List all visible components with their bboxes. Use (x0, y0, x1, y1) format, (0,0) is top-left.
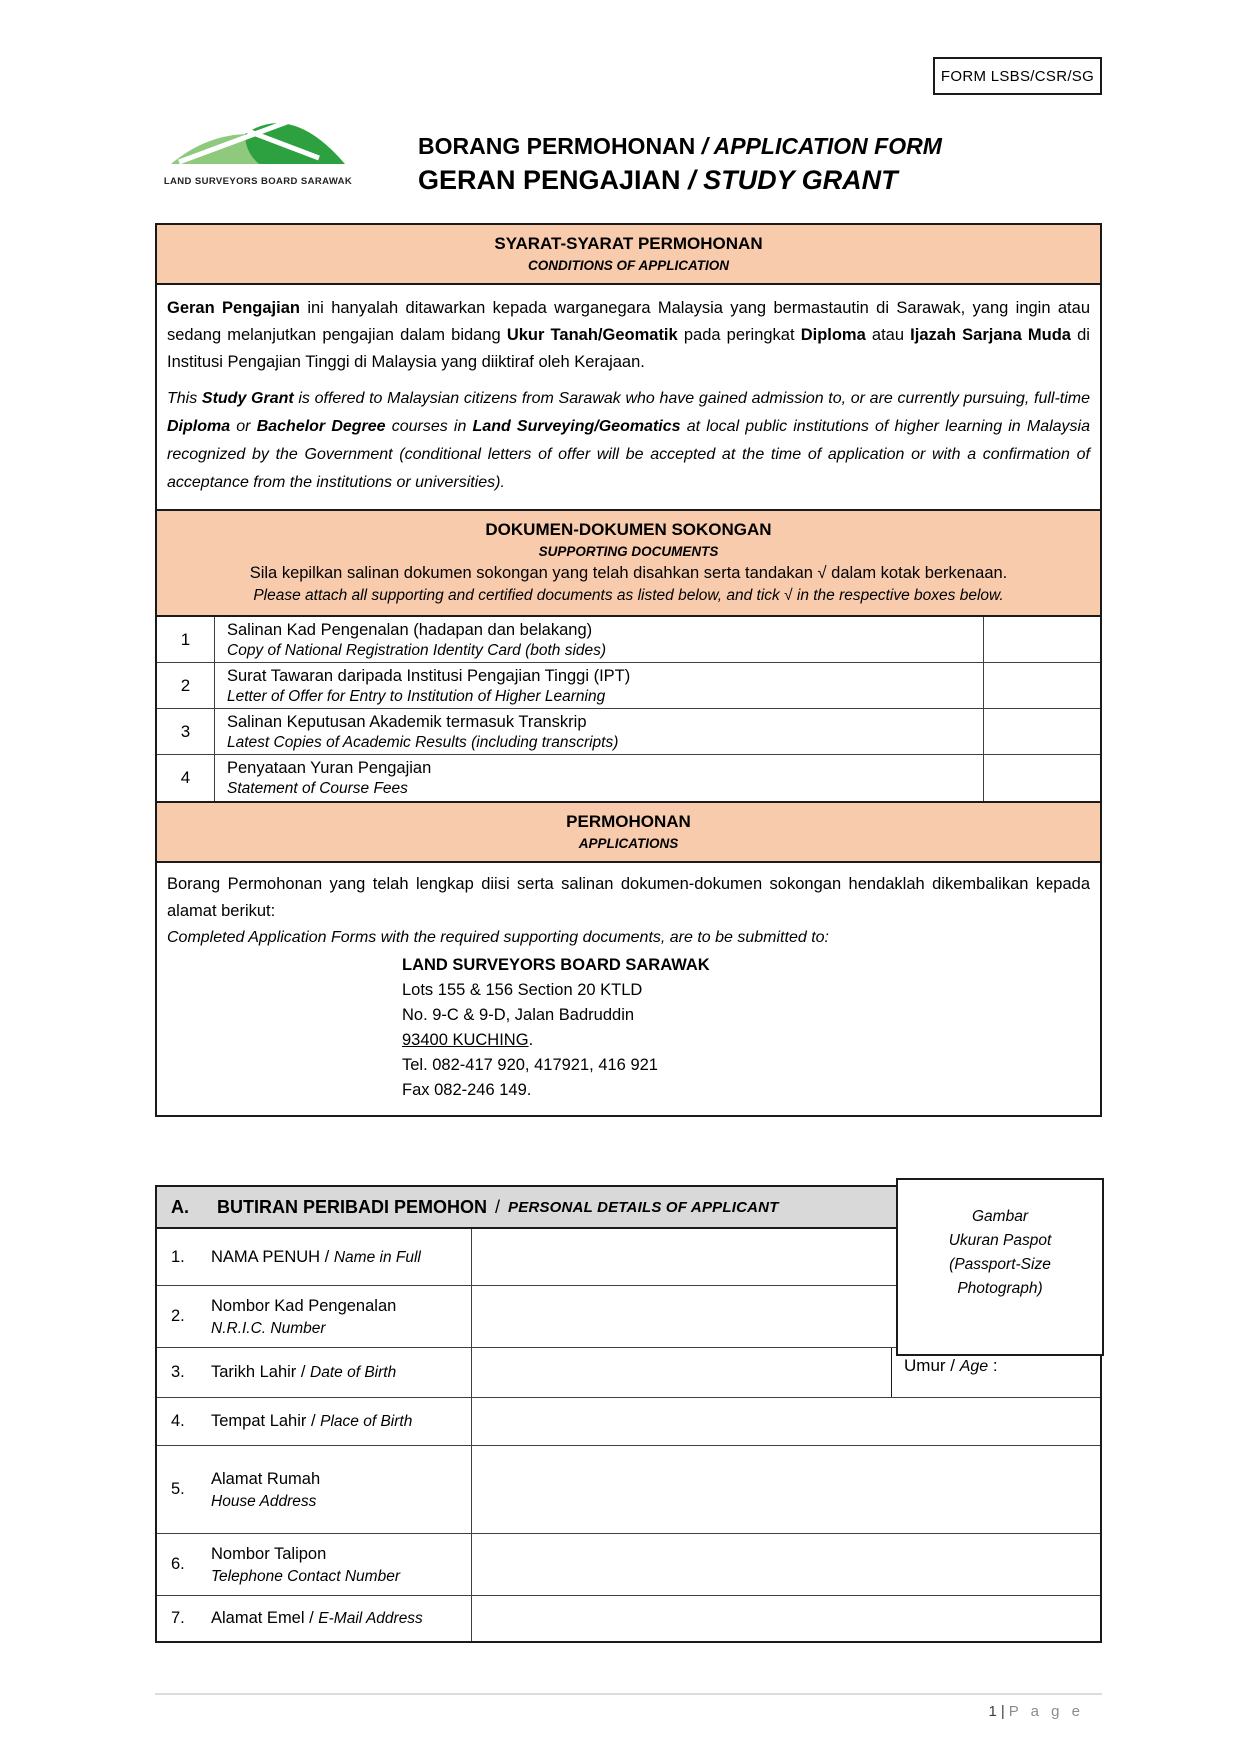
address-fax: Fax 082-246 149. (402, 1081, 532, 1099)
field-label (157, 1348, 472, 1397)
field-row-nombor-talipon (157, 1533, 1100, 1595)
section-a-label: A. (171, 1196, 189, 1217)
field-label-text (211, 1606, 423, 1631)
page-footer (155, 1693, 1102, 1720)
field-label-malay: Tempat Lahir / Place of Birth (211, 1412, 413, 1430)
title1-malay: BORANG PERMOHONAN (418, 133, 696, 159)
field-label-english: Name in Full (333, 1248, 421, 1266)
field-label-english: Date of Birth (310, 1364, 397, 1381)
field-label-text (211, 1467, 320, 1513)
footer-divider (155, 1693, 1102, 1695)
form-titles (418, 130, 942, 198)
doc-description-malay: Surat Tawaran daripada Institusi Pengajian Tinggi (IPT) (227, 666, 631, 685)
field-label-text (211, 1245, 421, 1270)
supporting-doc-row (157, 663, 1100, 709)
field-number: 1. (171, 1247, 185, 1266)
doc-description (215, 617, 983, 662)
field-number: 2. (171, 1307, 185, 1325)
applications-title: PERMOHONAN (566, 812, 691, 831)
supporting-docs-title: DOKUMEN-DOKUMEN SOKONGAN (485, 520, 772, 539)
title2-malay: GERAN PENGAJIAN (418, 165, 681, 195)
page-number-separator: | (1000, 1703, 1005, 1720)
field-row-tempat-lahir (157, 1397, 1100, 1445)
section-a-title-english: PERSONAL DETAILS OF APPLICANT (508, 1198, 779, 1216)
address-line2: No. 9-C & 9-D, Jalan Badruddin (402, 1006, 635, 1024)
doc-description-english: Letter of Offer for Entry to Institution of Higher Learning (227, 687, 606, 705)
photo-box-text-line: Ukuran Paspot (948, 1232, 1052, 1249)
doc-tick-box[interactable] (983, 755, 1100, 801)
field-label-text (211, 1360, 396, 1385)
supporting-doc-row (157, 617, 1100, 663)
doc-description (215, 755, 983, 801)
conditions-subtitle: CONDITIONS OF APPLICATION (528, 258, 729, 273)
doc-number: 1 (157, 617, 215, 662)
supporting-docs-subtitle: SUPPORTING DOCUMENTS (538, 544, 719, 559)
supporting-doc-row (157, 709, 1100, 755)
doc-description-malay: Salinan Keputusan Akademik termasuk Transkrip (227, 712, 587, 731)
address-telephone: Tel. 082-417 920, 417921, 416 921 (402, 1056, 658, 1074)
field-input-cell[interactable] (472, 1446, 1100, 1533)
main-info-table (155, 223, 1102, 1117)
supporting-docs-header (157, 509, 1100, 617)
address-city (402, 1028, 1090, 1053)
field-number: 7. (171, 1609, 185, 1627)
doc-description-english: Statement of Course Fees (227, 780, 408, 797)
field-number: 6. (171, 1555, 185, 1573)
supporting-docs-instruction-english: Please attach all supporting and certified documents as listed below, and tick √ in the respective boxes below. (253, 587, 1004, 604)
doc-description (215, 663, 983, 708)
field-number: 4. (171, 1412, 185, 1430)
address-org-name: LAND SURVEYORS BOARD SARAWAK (402, 956, 710, 974)
address-city-suffix: . (528, 1031, 534, 1049)
conditions-body (157, 285, 1100, 509)
field-label (157, 1446, 472, 1533)
page-number-value: 1 (988, 1703, 997, 1720)
form-code-text: FORM LSBS/CSR/SG (940, 67, 1095, 85)
age-label-malay: Umur / (904, 1356, 960, 1375)
applications-subtitle: APPLICATIONS (578, 836, 679, 851)
age-label-english: Age (959, 1358, 989, 1375)
field-label-malay: NAMA PENUH / Name in Full (211, 1247, 421, 1266)
doc-number: 3 (157, 709, 215, 754)
document-page (155, 0, 1102, 1754)
section-a-separator: / (495, 1196, 501, 1217)
applications-paragraph-english: Completed Application Forms with the required supporting documents, are to be submitted to: (167, 929, 829, 946)
conditions-paragraph-malay: Geran Pengajian ini hanyalah ditawarkan kepada warganegara Malaysia yang bermastautin di Sarawak, yang ingin atau sedang melanjutkan pengajian dalam bidang Ukur Tanah/Geomatik pada peringkat Diploma atau Ijazah Sarjana Muda di Institusi Pengajian Tinggi di Malaysia yang diiktiraf oleh Kerajaan. (167, 299, 1090, 371)
field-label-text (211, 1542, 400, 1588)
field-label-english: House Address (211, 1492, 317, 1510)
doc-number: 2 (157, 663, 215, 708)
field-label-text (211, 1294, 396, 1340)
applications-section-header (157, 801, 1100, 863)
field-label-english: Telephone Contact Number (211, 1567, 400, 1585)
field-input-cell[interactable] (472, 1596, 1100, 1641)
doc-description-malay: Penyataan Yuran Pengajian (227, 759, 432, 777)
photo-box-text-line: Gambar (972, 1208, 1028, 1225)
doc-description-malay: Salinan Kad Pengenalan (hadapan dan belakang) (227, 620, 593, 639)
field-label-text (211, 1409, 412, 1434)
field-input-cell[interactable] (472, 1534, 1100, 1595)
field-label-malay: Alamat Rumah (211, 1469, 321, 1488)
photo-box-text-line: (Passport-Size (949, 1256, 1051, 1273)
form-title-line2 (418, 162, 942, 198)
field-row-alamat-emel (157, 1595, 1100, 1641)
field-label-english: N.R.I.C. Number (211, 1319, 326, 1337)
doc-tick-box[interactable] (983, 617, 1100, 662)
age-label-colon: : (988, 1356, 998, 1375)
field-label-malay: Nombor Kad Pengenalan (211, 1296, 397, 1315)
address-line1: Lots 155 & 156 Section 20 KTLD (402, 981, 643, 999)
doc-description (215, 709, 983, 754)
doc-description-english: Copy of National Registration Identity Card (both sides) (227, 641, 607, 659)
logo-text: LAND SURVEYORS BOARD SARAWAK (163, 176, 353, 187)
supporting-doc-row (157, 755, 1100, 801)
page-number (155, 1703, 1102, 1720)
field-label (157, 1596, 472, 1641)
lsbs-logo (163, 112, 353, 187)
field-input-cell[interactable] (472, 1348, 891, 1397)
doc-tick-box[interactable] (983, 709, 1100, 754)
field-label-malay: Alamat Emel / E-Mail Address (211, 1609, 423, 1627)
field-label (157, 1398, 472, 1445)
field-label (157, 1534, 472, 1595)
section-a-title-malay: BUTIRAN PERIBADI PEMOHON (217, 1196, 488, 1217)
section-a (155, 1185, 1102, 1643)
photo-box-text-line: Photograph) (957, 1280, 1043, 1297)
field-label (157, 1229, 472, 1285)
title1-english: / APPLICATION FORM (701, 133, 942, 159)
form-code-box (933, 57, 1102, 95)
field-input-cell[interactable] (472, 1398, 1100, 1445)
doc-description-english: Latest Copies of Academic Results (including transcripts) (227, 733, 619, 751)
conditions-title: SYARAT-SYARAT PERMOHONAN (494, 234, 763, 253)
applications-body (157, 863, 1100, 1115)
conditions-section-header (157, 225, 1100, 285)
field-row-alamat-rumah (157, 1445, 1100, 1533)
document-header (163, 112, 942, 198)
form-title-line1 (418, 130, 942, 162)
supporting-docs-instruction-malay: Sila kepilkan salinan dokumen sokongan yang telah disahkan serta tandakan √ dalam kotak berkenaan. (249, 564, 1008, 582)
supporting-docs-table (157, 617, 1100, 801)
field-label-english: Place of Birth (320, 1413, 413, 1430)
doc-tick-box[interactable] (983, 663, 1100, 708)
field-number: 5. (171, 1480, 185, 1498)
doc-number: 4 (157, 755, 215, 801)
field-label-english: E-Mail Address (318, 1610, 423, 1627)
submission-address (402, 953, 1090, 1103)
field-number: 3. (171, 1363, 185, 1381)
field-label-malay: Tarikh Lahir / Date of Birth (211, 1363, 397, 1381)
lsbs-logo-graphic (167, 112, 349, 174)
photo-box (896, 1178, 1104, 1356)
address-city-underlined: 93400 KUCHING (402, 1031, 529, 1049)
field-label (157, 1286, 472, 1347)
conditions-paragraph-english: This Study Grant is offered to Malaysian citizens from Sarawak who have gained admission to, or are currently pursuing, full-time Diploma or Bachelor Degree courses in Land Surveying/Geomatics at local public institutions of higher learning in Malaysia recognized by the Government (conditional letters of offer will be accepted at the time of application or with a confirmation of acceptance from the institutions or universities). (167, 390, 1091, 491)
field-label-malay: Nombor Talipon (211, 1544, 327, 1563)
title2-english: / STUDY GRANT (688, 165, 898, 195)
applications-paragraph-malay: Borang Permohonan yang telah lengkap diisi serta salinan dokumen-dokumen sokongan hendaklah dikembalikan kepada alamat berikut: (167, 875, 1090, 920)
page-word: P a g e (1008, 1703, 1084, 1720)
